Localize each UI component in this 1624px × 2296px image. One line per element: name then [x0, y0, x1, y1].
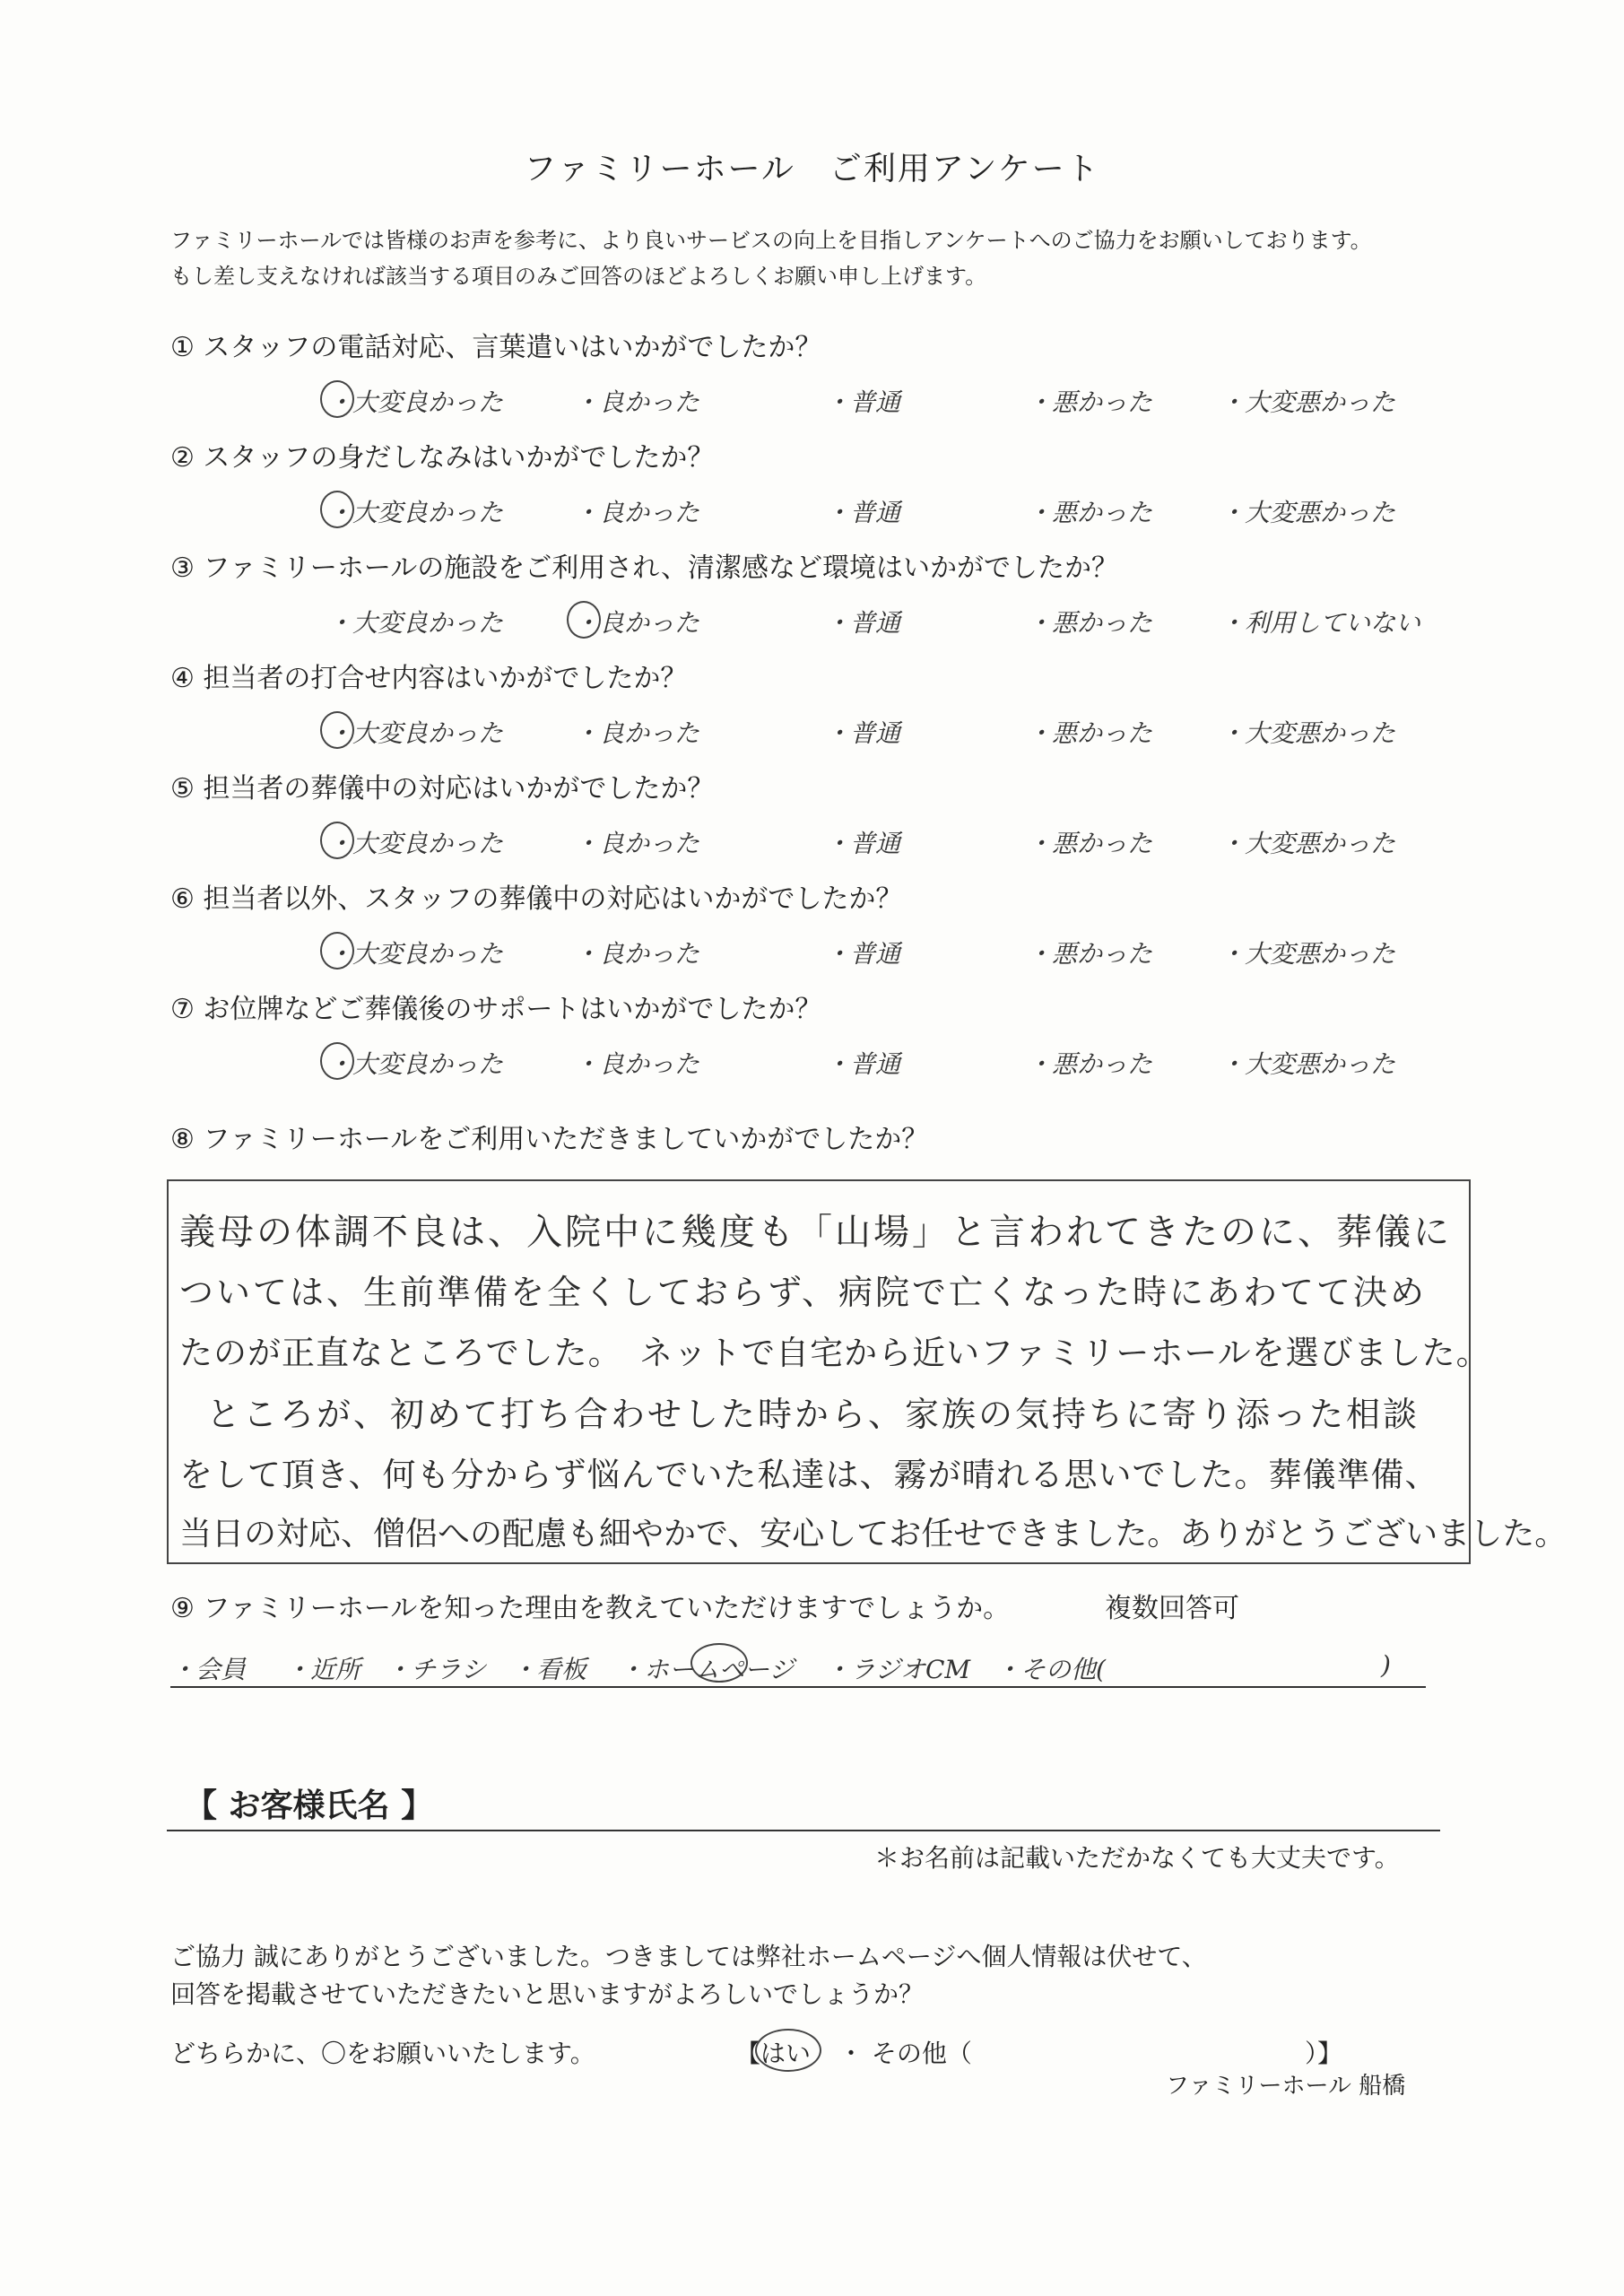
- q8-answer-line-5: をして頂き、何も分からず悩んでいた私達は、霧が晴れる思いでした。葬儀準備、: [179, 1456, 1439, 1494]
- question-9-note: 複数回答可: [1105, 1593, 1239, 1624]
- question-3-option-2[interactable]: ・良かった: [574, 608, 700, 638]
- question-4-option-5[interactable]: ・大変悪かった: [1220, 718, 1396, 748]
- q9-option-1[interactable]: ・会員: [170, 1655, 247, 1684]
- question-3-option-1[interactable]: ・大変良かった: [327, 608, 504, 638]
- question-5-label: ⑤ 担当者の葬儀中の対応はいかがでしたか？: [170, 773, 715, 804]
- question-4-option-2[interactable]: ・良かった: [574, 718, 700, 748]
- consent-line-2: 回答を掲載させていただきたいと思いますがよろしいでしょうか？: [170, 1979, 925, 2009]
- consent-bracket-close: ）】: [1305, 2039, 1343, 2068]
- question-6-option-5[interactable]: ・大変悪かった: [1220, 939, 1396, 969]
- q8-answer-line-4: ところが、初めて打ち合わせした時から、家族の気持ちに寄り添った相談: [206, 1395, 1420, 1434]
- question-1-option-3[interactable]: ・普通: [825, 387, 901, 417]
- customer-name-underline: [167, 1830, 1440, 1831]
- q9-option-2[interactable]: ・近所: [285, 1655, 361, 1684]
- q9-option-4[interactable]: ・看板: [511, 1655, 587, 1684]
- question-6-selected-circle: [320, 932, 354, 970]
- consent-bracket-open: 【: [735, 2039, 761, 2068]
- q9-option-6[interactable]: ・ラジオCM: [825, 1655, 971, 1684]
- question-1-option-5[interactable]: ・大変悪かった: [1220, 387, 1396, 417]
- question-6-label: ⑥ 担当者以外、スタッフの葬儀中の対応はいかがでしたか？: [170, 883, 903, 915]
- q9-option-8[interactable]: ): [1381, 1650, 1391, 1680]
- question-1-label: ① スタッフの電話対応、言葉遣いはいかがでしたか？: [170, 332, 822, 363]
- survey-title: ファミリーホール ご利用アンケート: [524, 151, 1100, 187]
- question-9-label: ⑨ ファミリーホールを知った理由を教えていただけますでしょうか。: [170, 1593, 1011, 1624]
- q9-selected-circle: [690, 1643, 748, 1683]
- question-4-option-1[interactable]: ・大変良かった: [327, 718, 504, 748]
- customer-name-label: 【 お客様氏名 】: [185, 1787, 434, 1824]
- question-2-option-3[interactable]: ・普通: [825, 498, 901, 527]
- consent-yes-circle: [755, 2029, 821, 2072]
- question-1-selected-circle: [320, 380, 354, 418]
- consent-yes[interactable]: はい: [760, 2039, 812, 2068]
- question-7-label: ⑦ お位牌などご葬儀後のサポートはいかがでしたか？: [170, 994, 822, 1025]
- question-8-label: ⑧ ファミリーホールをご利用いただきましていかがでしたか？: [170, 1124, 929, 1155]
- question-6-option-1[interactable]: ・大変良かった: [327, 939, 504, 969]
- customer-name-note: ＊お名前は記載いただかなくても大丈夫です。: [874, 1843, 1400, 1873]
- question-1-option-1[interactable]: ・大変良かった: [327, 387, 504, 417]
- question-4-option-4[interactable]: ・悪かった: [1027, 718, 1153, 748]
- question-2-option-5[interactable]: ・大変悪かった: [1220, 498, 1396, 527]
- consent-line-3: どちらかに、〇をお願いいたします。: [170, 2039, 595, 2068]
- question-6-option-2[interactable]: ・良かった: [574, 939, 700, 969]
- question-1-option-2[interactable]: ・良かった: [574, 387, 700, 417]
- question-5-option-5[interactable]: ・大変悪かった: [1220, 829, 1396, 858]
- consent-line-1: ご協力 誠にありがとうございました。つきましては弊社ホームページへ個人情報は伏せて、: [170, 1942, 1207, 1971]
- question-6-option-3[interactable]: ・普通: [825, 939, 901, 969]
- q9-option-5[interactable]: ・ホームページ: [619, 1655, 795, 1684]
- question-7-option-2[interactable]: ・良かった: [574, 1049, 700, 1079]
- q9-option-3[interactable]: ・チラシ: [386, 1655, 487, 1684]
- q8-answer-line-1: 義母の体調不良は、入院中に幾度も「山場」と言われてきたのに、葬儀に: [179, 1212, 1452, 1253]
- question-2-option-2[interactable]: ・良かった: [574, 498, 700, 527]
- question-3-selected-circle: [567, 601, 601, 639]
- question-3-option-3[interactable]: ・普通: [825, 608, 901, 638]
- question-3-option-4[interactable]: ・悪かった: [1027, 608, 1153, 638]
- question-2-selected-circle: [320, 491, 354, 528]
- question-7-option-1[interactable]: ・大変良かった: [327, 1049, 504, 1079]
- q9-underline: [170, 1686, 1426, 1688]
- question-7-option-4[interactable]: ・悪かった: [1027, 1049, 1153, 1079]
- q9-option-7[interactable]: ・その他(: [995, 1655, 1106, 1684]
- question-4-selected-circle: [320, 711, 354, 749]
- question-2-option-4[interactable]: ・悪かった: [1027, 498, 1153, 527]
- question-4-label: ④ 担当者の打合せ内容はいかがでしたか？: [170, 663, 688, 694]
- question-2-label: ② スタッフの身だしなみはいかがでしたか？: [170, 442, 715, 474]
- q8-answer-line-2: ついては、生前準備を全くしておらず、病院で亡くなった時にあわてて決め: [179, 1273, 1427, 1312]
- question-6-option-4[interactable]: ・悪かった: [1027, 939, 1153, 969]
- question-5-option-1[interactable]: ・大変良かった: [327, 829, 504, 858]
- question-1-option-4[interactable]: ・悪かった: [1027, 387, 1153, 417]
- question-7-option-5[interactable]: ・大変悪かった: [1220, 1049, 1396, 1079]
- footer-branch: ファミリーホール 船橋: [1166, 2073, 1406, 2100]
- question-7-option-3[interactable]: ・普通: [825, 1049, 901, 1079]
- intro-line-2: もし差し支えなければ該当する項目のみご回答のほどよろしくお願い申し上げます。: [170, 264, 987, 289]
- question-3-option-5[interactable]: ・利用していない: [1220, 608, 1421, 638]
- question-5-option-2[interactable]: ・良かった: [574, 829, 700, 858]
- question-4-option-3[interactable]: ・普通: [825, 718, 901, 748]
- q8-answer-line-3: たのが正直なところでした。 ネットで自宅から近いファミリーホールを選びました。: [179, 1334, 1490, 1372]
- q8-answer-line-6: 当日の対応、僧侶への配慮も細やかで、安心してお任せできました。ありがとうございました。: [179, 1516, 1568, 1552]
- question-7-selected-circle: [320, 1042, 354, 1080]
- question-5-option-4[interactable]: ・悪かった: [1027, 829, 1153, 858]
- question-3-label: ③ ファミリーホールの施設をご利用され、清潔感など環境はいかがでしたか？: [170, 552, 1119, 584]
- question-5-selected-circle: [320, 822, 354, 859]
- question-2-option-1[interactable]: ・大変良かった: [327, 498, 504, 527]
- consent-other[interactable]: ・ その他（: [838, 2039, 972, 2068]
- question-5-option-3[interactable]: ・普通: [825, 829, 901, 858]
- intro-line-1: ファミリーホールでは皆様のお声を参考に、より良いサービスの向上を目指しアンケートへのご協力をお願いしております。: [170, 228, 1372, 253]
